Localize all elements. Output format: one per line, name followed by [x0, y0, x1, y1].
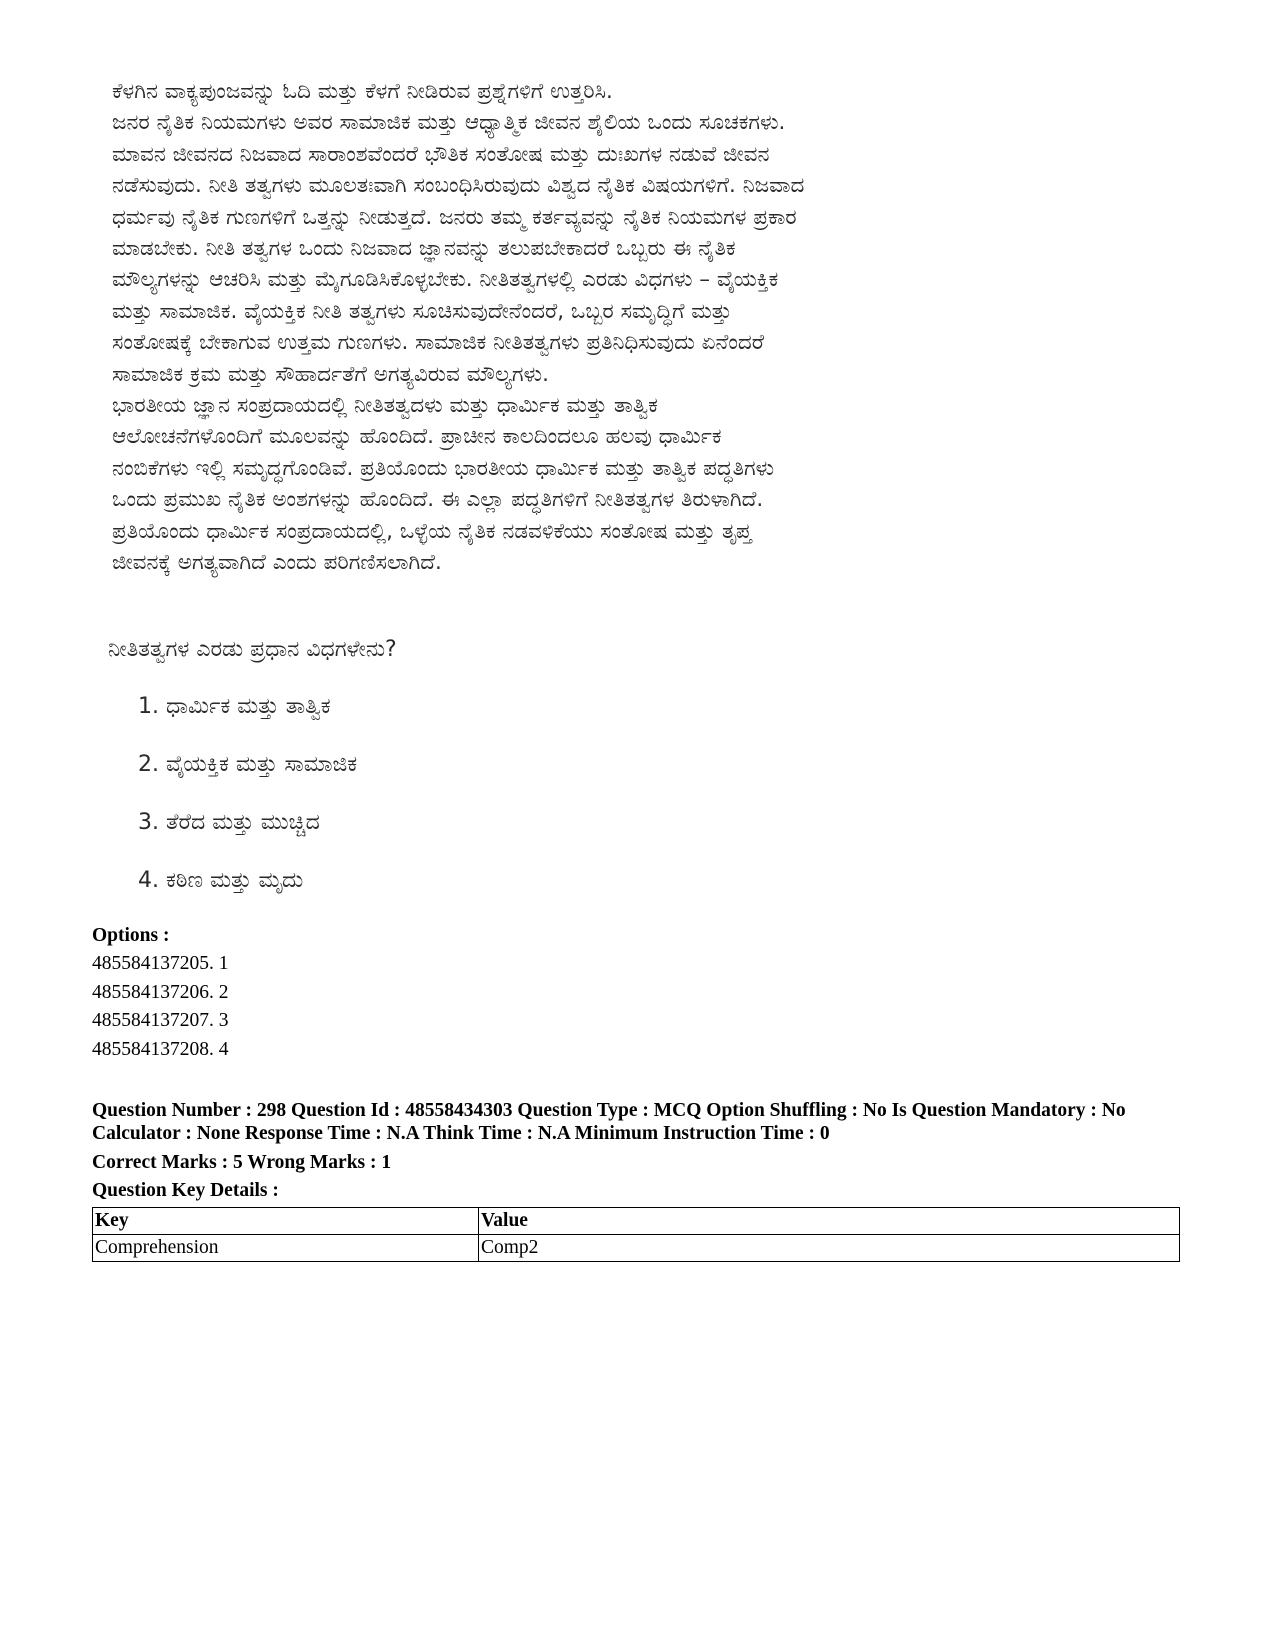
table-row [93, 1235, 1180, 1262]
key-details-table [92, 1207, 1180, 1262]
passage-line: ಮಾಡಬೇಕು. ನೀತಿ ತತ್ವಗಳ ಒಂದು ನಿಜವಾದ ಜ್ಞಾನವನ್ನು ತಲುಪಬೇಕಾದರೆ ಒಬ್ಬರು ಈ ನೈತಿಕ [112, 236, 736, 262]
key-details-label: Question Key Details : [92, 1180, 279, 1201]
option-id-list [92, 950, 1187, 1064]
question-info: Question Number : 298 Question Id : 48558434303 Question Type : MCQ Option Shuffling : No Is Question Mandatory : No Calculator : None Response Time : N.A Think Time : N.A Minimum Instruction Time : 0 [92, 1100, 1126, 1144]
answer-choice: 1. ಧಾರ್ಮಿಕ ಮತ್ತು ತಾತ್ವಿಕ [138, 694, 331, 719]
option-id: 485584137208. 4 [92, 1038, 229, 1060]
options-label: Options : [92, 925, 170, 946]
passage-line: ಧರ್ಮವು ನೈತಿಕ ಗುಣಗಳಿಗೆ ಒತ್ತನ್ನು ನೀಡುತ್ತದೆ. ಜನರು ತಮ್ಮ ಕರ್ತವ್ಯವನ್ನು ನೈತಿಕ ನಿಯಮಗಳ ಪ್ರಕಾರ [112, 204, 797, 230]
passage-line: ಮೌಲ್ಯಗಳನ್ನು ಆಚರಿಸಿ ಮತ್ತು ಮೈಗೂಡಿಸಿಕೊಳ್ಳಬೇಕು. ನೀತಿತತ್ವಗಳಲ್ಲಿ ಎರಡು ವಿಧಗಳು – ವೈಯಕ್ತಿಕ [112, 267, 779, 293]
passage-line: ನಂಬಿಕೆಗಳು ಇಲ್ಲಿ ಸಮೃದ್ಧಗೊಂಡಿವೆ. ಪ್ರತಿಯೊಂದು ಭಾರತೀಯ ಧಾರ್ಮಿಕ ಮತ್ತು ತಾತ್ವಿಕ ಪದ್ಧತಿಗಳು [112, 455, 775, 481]
question-metadata [92, 922, 1187, 1262]
table-header-row [93, 1208, 1180, 1235]
answer-choice: 4. ಕಠಿಣ ಮತ್ತು ಮೃದು [138, 868, 304, 893]
passage-line: ಮತ್ತು ಸಾಮಾಜಿಕ. ವೈಯಕ್ತಿಕ ನೀತಿ ತತ್ವಗಳು ಸೂಚಿಸುವುದೇನೆಂದರೆ, ಒಬ್ಬರ ಸಮೃದ್ಧಿಗೆ ಮತ್ತು [112, 298, 732, 324]
column-header-value: Value [479, 1208, 1180, 1235]
table-cell: Comprehension [93, 1235, 479, 1262]
passage-line: ಸಂತೋಷಕ್ಕೆ ಬೇಕಾಗುವ ಉತ್ತಮ ಗುಣಗಳು. ಸಾಮಾಜಿಕ ನೀತಿತತ್ವಗಳು ಪ್ರತಿನಿಧಿಸುವುದು ಏನೆಂದರೆ [112, 330, 764, 356]
table-cell: Comp2 [479, 1235, 1180, 1262]
passage-line: ಜೀವನಕ್ಕೆ ಅಗತ್ಯವಾಗಿದೆ ಎಂದು ಪರಿಗಣಿಸಲಾಗಿದೆ. [112, 550, 442, 576]
option-id: 485584137206. 2 [92, 981, 229, 1003]
passage-line: ಜನರ ನೈತಿಕ ನಿಯಮಗಳು ಅವರ ಸಾಮಾಜಿಕ ಮತ್ತು ಆಧ್ಯಾತ್ಮಿಕ ಜೀವನ ಶೈಲಿಯ ಒಂದು ಸೂಚಕಗಳು. [112, 110, 786, 136]
passage-line: ಆಲೋಚನೆಗಳೊಂದಿಗೆ ಮೂಲವನ್ನು ಹೊಂದಿದೆ. ಪ್ರಾಚೀನ ಕಾಲದಿಂದಲೂ ಹಲವು ಧಾರ್ಮಿಕ [112, 424, 722, 450]
passage-line: ಸಾಮಾಜಿಕ ಕ್ರಮ ಮತ್ತು ಸೌಹಾರ್ದತೆಗೆ ಅಗತ್ಯವಿರುವ ಮೌಲ್ಯಗಳು. [112, 361, 549, 387]
option-id: 485584137205. 1 [92, 953, 229, 974]
answer-choices [138, 692, 357, 924]
option-id: 485584137207. 3 [92, 1010, 229, 1031]
passage-line: ಪ್ರತಿಯೊಂದು ಧಾರ್ಮಿಕ ಸಂಪ್ರದಾಯದಲ್ಲಿ, ಒಳ್ಳೆಯ ನೈತಿಕ ನಡವಳಿಕೆಯು ಸಂತೋಷ ಮತ್ತು ತೃಪ್ತ [112, 518, 752, 544]
passage-line: ಒಂದು ಪ್ರಮುಖ ನೈತಿಕ ಅಂಶಗಳನ್ನು ಹೊಂದಿದೆ. ಈ ಎಲ್ಲಾ ಪದ್ಧತಿಗಳಿಗೆ ನೀತಿತತ್ವಗಳ ತಿರುಳಾಗಿದೆ. [112, 487, 764, 513]
answer-choice: 3. ತೆರೆದ ಮತ್ತು ಮುಚ್ಚಿದ [138, 810, 320, 835]
passage-line: ನಡೆಸುವುದು. ನೀತಿ ತತ್ವಗಳು ಮೂಲತಃವಾಗಿ ಸಂಬಂಧಿಸಿರುವುದು ವಿಶ್ವದ ನೈತಿಕ ವಿಷಯಗಳಿಗೆ. ನಿಜವಾದ [112, 173, 805, 199]
passage-line: ಕೆಳಗಿನ ವಾಕ್ಯಪುಂಜವನ್ನು ಓದಿ ಮತ್ತು ಕೆಳಗೆ ನೀಡಿರುವ ಪ್ರಶ್ನೆಗಳಿಗೆ ಉತ್ತರಿಸಿ. [112, 79, 613, 104]
comprehension-passage [112, 76, 1152, 579]
column-header-key: Key [93, 1208, 479, 1235]
passage-line: ಭಾರತೀಯ ಜ್ಞಾನ ಸಂಪ್ರದಾಯದಲ್ಲಿ ನೀತಿತತ್ವದಳು ಮತ್ತು ಧಾರ್ಮಿಕ ಮತ್ತು ತಾತ್ವಿಕ [112, 393, 658, 419]
question-text: ನೀತಿತತ್ವಗಳ ಎರಡು ಪ್ರಧಾನ ವಿಧಗಳೇನು? [108, 637, 397, 662]
passage-line: ಮಾವನ ಜೀವನದ ನಿಜವಾದ ಸಾರಾಂಶವೆಂದರೆ ಭೌತಿಕ ಸಂತೋಷ ಮತ್ತು ದುಃಖಗಳ ನಡುವೆ ಜೀವನ [112, 141, 770, 167]
answer-choice: 2. ವೈಯಕ್ತಿಕ ಮತ್ತು ಸಾಮಾಜಿಕ [138, 752, 358, 777]
marks-info: Correct Marks : 5 Wrong Marks : 1 [92, 1152, 392, 1173]
